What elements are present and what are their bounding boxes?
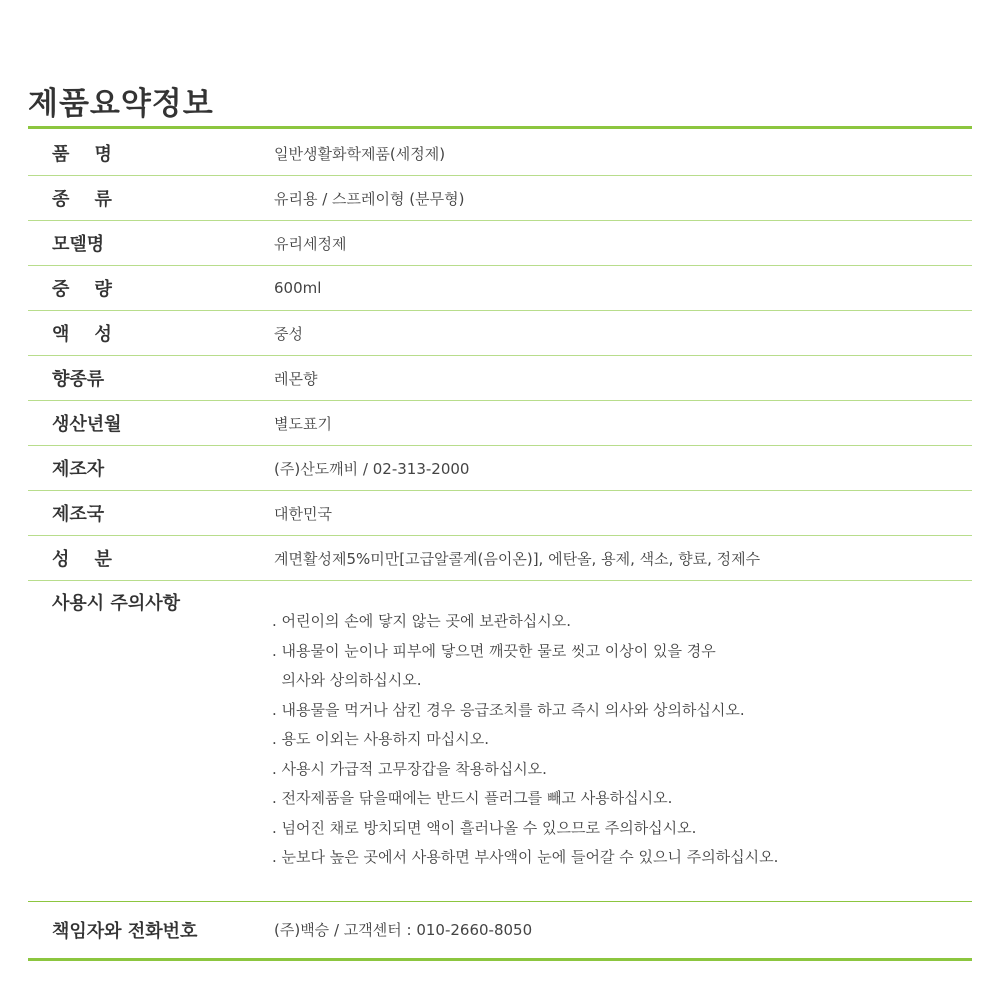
- caution-line: . 내용물이 눈이나 피부에 닿으면 깨끗한 물로 씻고 이상이 있을 경우: [272, 641, 716, 660]
- row-weight: [28, 266, 972, 311]
- row-country: [28, 491, 972, 536]
- row-label: 책임자와 전화번호: [52, 920, 198, 942]
- caution-line: . 전자제품을 닦을때에는 반드시 플러그를 빼고 사용하십시오.: [272, 789, 673, 807]
- row-label: 생산년월: [52, 414, 122, 435]
- row-ph: [28, 311, 972, 356]
- caution-line: 의사와 상의하십시오.: [272, 671, 422, 689]
- row-type: [28, 176, 972, 221]
- row-production-date: [28, 401, 972, 446]
- product-info-table: [28, 131, 972, 961]
- row-label: 품 명: [52, 144, 112, 165]
- row-scent: [28, 356, 972, 401]
- caution-line: . 사용시 가급적 고무장갑을 착용하십시오.: [272, 759, 547, 778]
- row-ingredients: [28, 536, 972, 581]
- row-value: 대한민국: [274, 504, 332, 523]
- row-value: 별도표기: [274, 414, 332, 433]
- row-value: 600ml: [274, 279, 322, 297]
- row-label: 모델명: [52, 234, 105, 255]
- caution-line: . 용도 이외는 사용하지 마십시오.: [272, 730, 489, 748]
- caution-list: [272, 607, 972, 873]
- row-manufacturer: [28, 446, 972, 491]
- row-value: (주)산도깨비 / 02-313-2000: [274, 459, 470, 478]
- row-value: 유리용 / 스프레이형 (분무형): [274, 189, 465, 208]
- row-label: 제조국: [52, 504, 105, 525]
- row-model: [28, 221, 972, 266]
- row-label: 제조자: [52, 459, 105, 480]
- row-value: 계면활성제5%미만[고급알콜계(음이온)], 에탄올, 용제, 색소, 향료, 정제수: [274, 549, 761, 568]
- row-responsible: [28, 902, 972, 961]
- row-label: 액 성: [52, 324, 112, 345]
- caution-line: . 넘어진 채로 방치되면 액이 흘러나올 수 있으므로 주의하십시오.: [272, 818, 697, 837]
- row-value: 중성: [274, 324, 303, 343]
- row-value: (주)백승 / 고객센터 : 010-2660-8050: [274, 921, 533, 939]
- row-label: 사용시 주의사항: [52, 593, 180, 614]
- row-label: 성 분: [52, 549, 112, 570]
- row-label: 향종류: [52, 369, 105, 390]
- caution-line: . 눈보다 높은 곳에서 사용하면 부사액이 눈에 들어갈 수 있으니 주의하십시오.: [272, 848, 779, 866]
- row-value: 레몬향: [274, 369, 318, 388]
- row-product-name: [28, 131, 972, 176]
- caution-line: . 내용물을 먹거나 삼킨 경우 응급조치를 하고 즉시 의사와 상의하십시오.: [272, 700, 745, 719]
- row-label: 중 량: [52, 279, 112, 300]
- row-label: 종 류: [52, 189, 112, 210]
- page-title: 제품요약정보: [28, 86, 214, 122]
- caution-line: . 어린이의 손에 닿지 않는 곳에 보관하십시오.: [272, 612, 571, 630]
- row-caution: [28, 581, 972, 902]
- row-value: 유리세정제: [274, 234, 347, 253]
- title-divider: [28, 126, 972, 129]
- row-value: 일반생활화학제품(세정제): [274, 144, 446, 163]
